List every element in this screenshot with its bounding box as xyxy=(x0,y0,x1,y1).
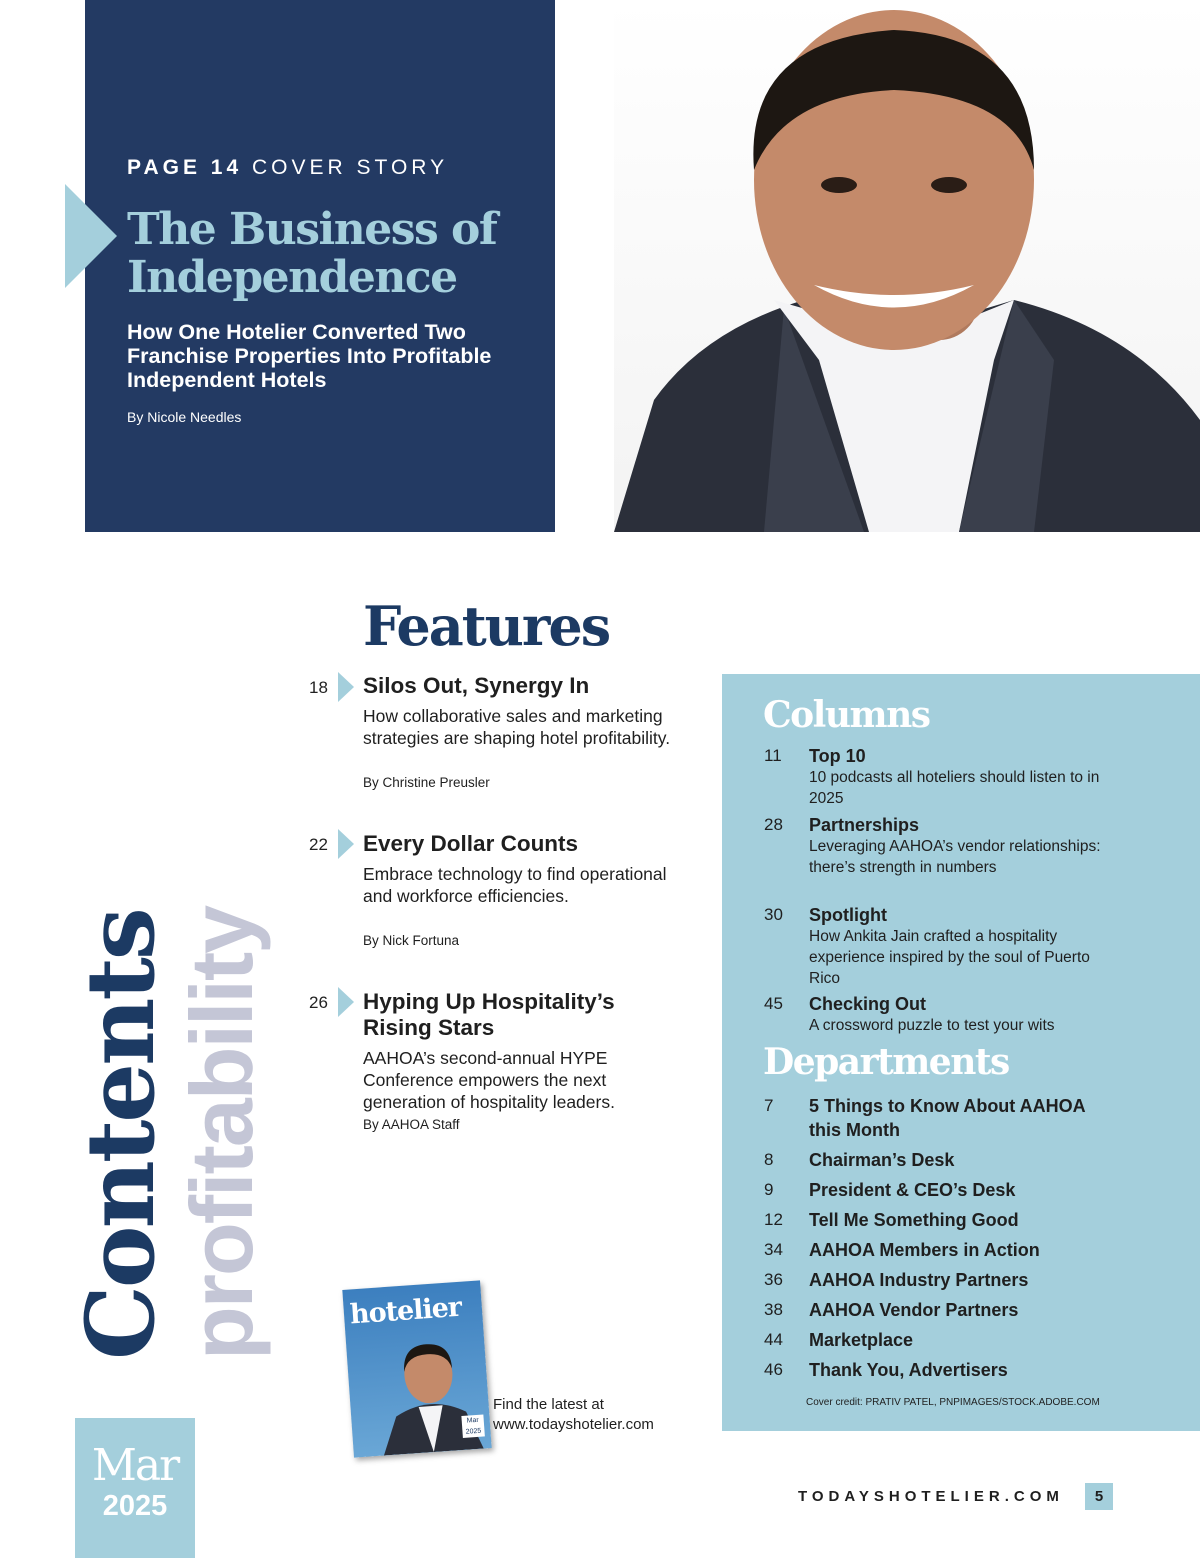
column-page-number: 11 xyxy=(764,746,782,765)
department-title[interactable]: Marketplace xyxy=(809,1330,914,1350)
feature-byline: By AAHOA Staff xyxy=(363,1117,460,1132)
department-page-number: 38 xyxy=(764,1300,783,1319)
cover-subtitle: How One Hotelier Converted Two Franchise Properties Into Profitable Independent Hotels xyxy=(127,320,492,392)
column-title[interactable]: Partnerships xyxy=(809,815,920,835)
column-title[interactable]: Top 10 xyxy=(809,746,866,766)
department-page-number: 12 xyxy=(764,1210,783,1229)
feature-title[interactable]: Every Dollar Counts xyxy=(363,831,579,856)
department-title[interactable]: Tell Me Something Good xyxy=(809,1210,1019,1230)
department-title[interactable]: President & CEO’s Desk xyxy=(809,1180,1016,1200)
cover-title[interactable]: The Business of Independence xyxy=(127,204,497,303)
cover-arrow-icon xyxy=(65,184,117,288)
department-title[interactable]: AAHOA Vendor Partners xyxy=(809,1300,1019,1320)
feature-description: AAHOA’s second-annual HYPE Conference empowers the next generation of hospitality leaders. xyxy=(363,1048,615,1112)
department-page-number: 44 xyxy=(764,1330,783,1349)
column-title[interactable]: Spotlight xyxy=(809,905,887,925)
footer-site-name[interactable]: TODAYSHOTELIER.COM xyxy=(798,1488,1064,1505)
cover-byline: By Nicole Needles xyxy=(127,409,242,425)
issue-date-box xyxy=(75,1418,195,1558)
feature-arrow-icon xyxy=(338,672,354,702)
magazine-date-badge: Mar 2025 xyxy=(461,1414,484,1437)
column-description: 10 podcasts all hoteliers should listen to in 2025 xyxy=(809,769,1100,807)
contents-vertical-title: Contents xyxy=(66,910,176,1360)
find-latest-label: Find the latest at xyxy=(493,1396,604,1413)
feature-title[interactable]: Hyping Up Hospitality’s Rising Stars xyxy=(363,989,615,1040)
column-page-number: 28 xyxy=(764,815,783,834)
feature-description: Embrace technology to find operational and workforce efficiencies. xyxy=(363,864,667,906)
department-title[interactable]: AAHOA Industry Partners xyxy=(809,1270,1029,1290)
department-page-number: 7 xyxy=(764,1096,774,1115)
column-page-number: 30 xyxy=(764,905,783,924)
cover-kicker xyxy=(127,156,448,180)
features-heading: Features xyxy=(363,594,610,658)
columns-heading: Columns xyxy=(763,694,930,736)
cover-credit: Cover credit: PRATIV PATEL, PNPIMAGES/STOCK.ADOBE.COM xyxy=(806,1397,1100,1408)
department-page-number: 9 xyxy=(764,1180,774,1199)
column-description: Leveraging AAHOA’s vendor relationships: there’s strength in numbers xyxy=(809,838,1101,876)
feature-byline: By Christine Preusler xyxy=(363,775,490,790)
column-description: How Ankita Jain crafted a hospitality experience inspired by the soul of Puerto Rico xyxy=(809,928,1090,987)
department-page-number: 46 xyxy=(764,1360,783,1379)
magazine-logo: hotelier xyxy=(348,1291,463,1331)
find-latest-text xyxy=(493,1395,703,1435)
column-description: A crossword puzzle to test your wits xyxy=(809,1017,1055,1034)
issue-year: 2025 xyxy=(102,1490,168,1522)
theme-vertical-word: profitability xyxy=(172,906,271,1360)
department-title[interactable]: 5 Things to Know About AAHOA this Month xyxy=(809,1096,1085,1140)
department-page-number: 8 xyxy=(764,1150,774,1169)
column-title[interactable]: Checking Out xyxy=(809,994,927,1014)
department-page-number: 36 xyxy=(764,1270,783,1289)
feature-arrow-icon xyxy=(338,987,354,1017)
magazine-cover-thumbnail[interactable] xyxy=(342,1280,491,1457)
column-page-number: 45 xyxy=(764,994,783,1013)
feature-page-number: 26 xyxy=(309,993,328,1012)
feature-page-number: 18 xyxy=(309,678,328,697)
feature-arrow-icon xyxy=(338,829,354,859)
feature-description: How collaborative sales and marketing strategies are shaping hotel profitability. xyxy=(363,706,671,748)
cover-kicker-label: COVER STORY xyxy=(252,156,449,179)
cover-portrait-photo xyxy=(614,0,1200,532)
page-number: 5 xyxy=(1094,1488,1104,1505)
feature-byline: By Nick Fortuna xyxy=(363,933,460,948)
cover-kicker-page: PAGE 14 xyxy=(127,156,243,179)
page-number-box xyxy=(1085,1483,1113,1510)
feature-page-number: 22 xyxy=(309,835,328,854)
department-title[interactable]: AAHOA Members in Action xyxy=(809,1240,1040,1260)
department-title[interactable]: Chairman’s Desk xyxy=(809,1150,955,1170)
issue-month: Mar xyxy=(91,1440,179,1491)
feature-title[interactable]: Silos Out, Synergy In xyxy=(363,673,590,698)
department-page-number: 34 xyxy=(764,1240,783,1259)
website-link[interactable]: www.todayshotelier.com xyxy=(493,1416,654,1433)
departments-heading: Departments xyxy=(763,1041,1009,1083)
department-title[interactable]: Thank You, Advertisers xyxy=(809,1360,1008,1380)
